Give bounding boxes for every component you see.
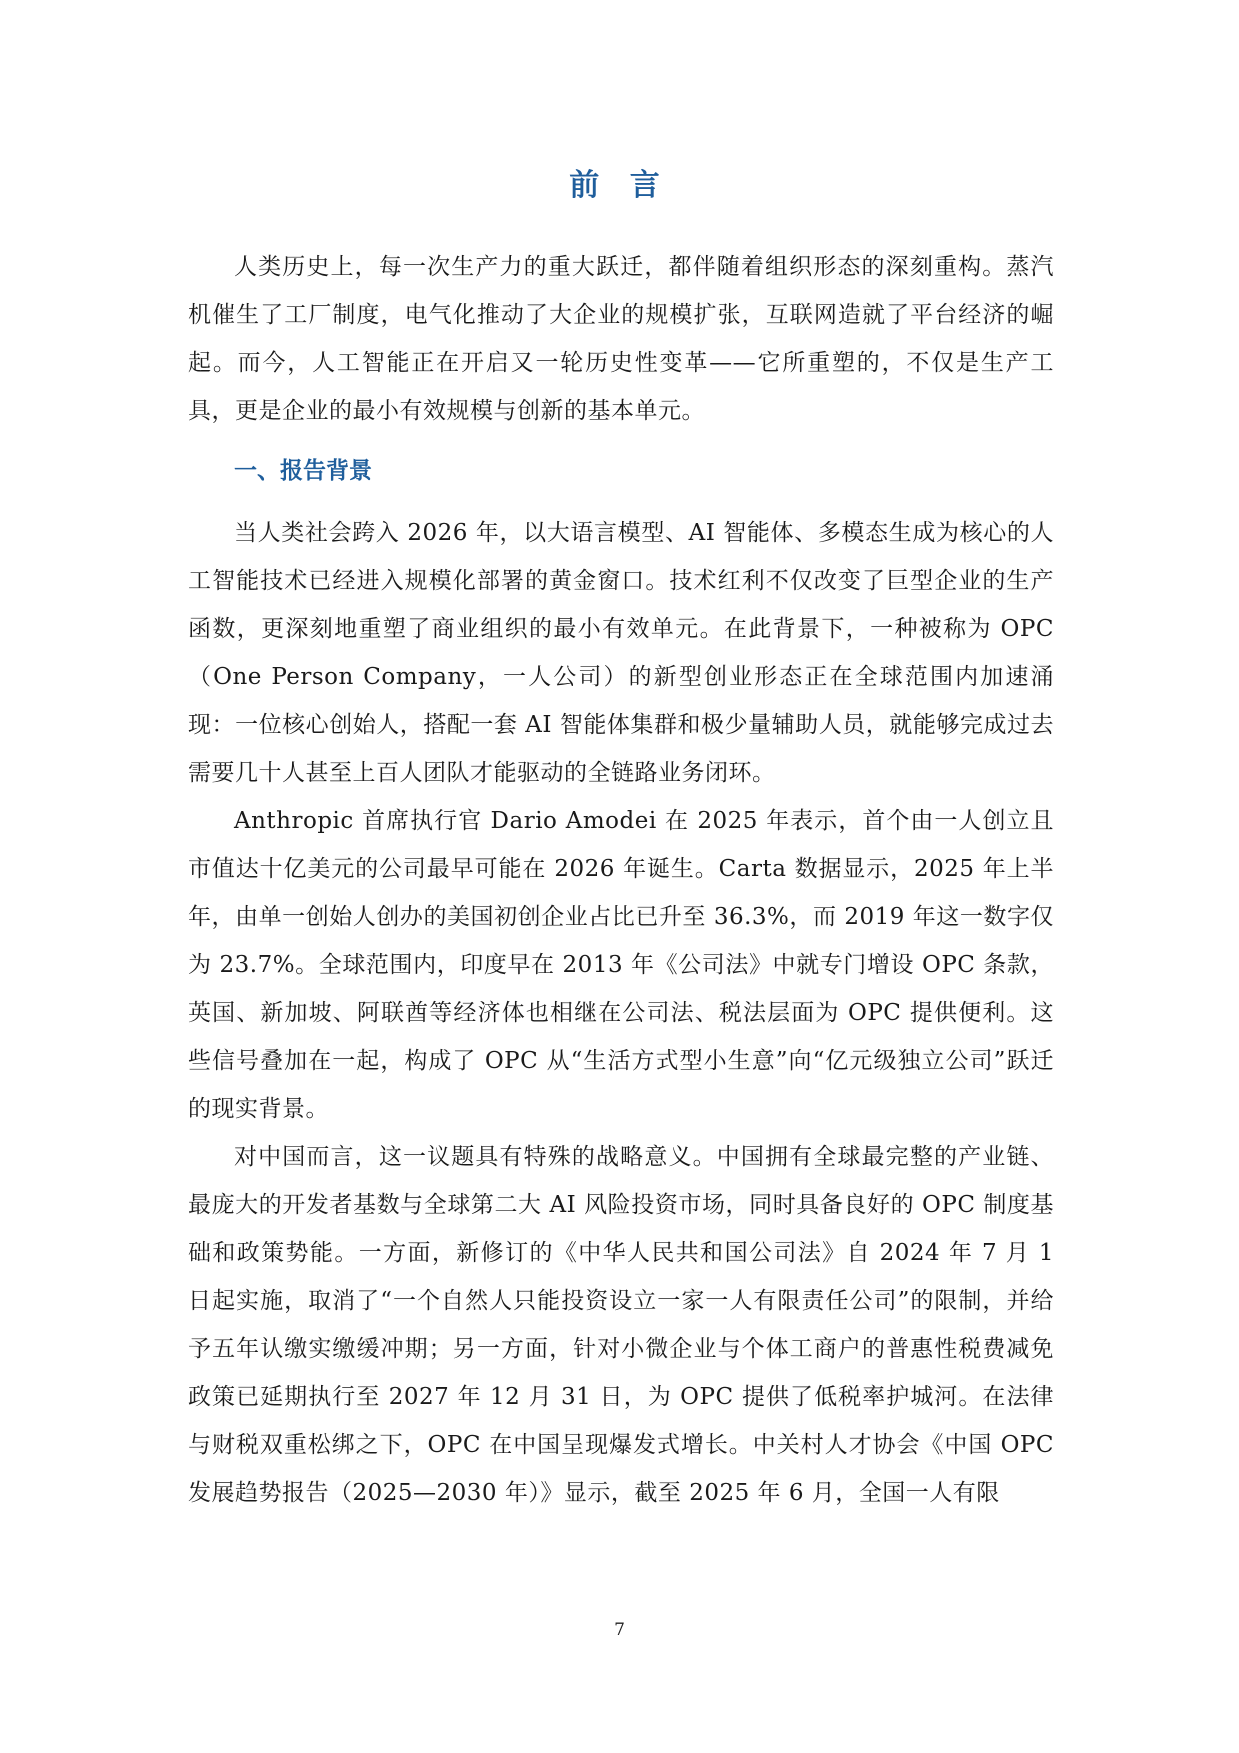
document-body xyxy=(188,243,1054,1517)
body-paragraph: Anthropic 首席执行官 Dario Amodei 在 2025 年表示，首个由一人创立且市值达十亿美元的公司最早可能在 2026 年诞生。Carta 数据显示，2025 年上半年，由单一创始人创办的美国初创企业占比已升至 36.3%，而 2019 年这一数字仅为 23.7%。全球范围内，印度早在 2013 年《公司法》中就专门增设 OPC 条款，英国、新加坡、阿联酋等经济体也相继在公司法、税法层面为 OPC 提供便利。这些信号叠加在一起，构成了 OPC 从“生活方式型小生意”向“亿元级独立公司”跃迁的现实背景。 xyxy=(188,808,1054,1122)
section-heading-report-background: 一、报告背景 xyxy=(234,458,372,484)
body-paragraph: 当人类社会跨入 2026 年，以大语言模型、AI 智能体、多模态生成为核心的人工智能技术已经进入规模化部署的黄金窗口。技术红利不仅改变了巨型企业的生产函数，更深刻地重塑了商业组织的最小有效单元。在此背景下，一种被称为 OPC（One Person Company，一人公司）的新型创业形态正在全球范围内加速涌现：一位核心创始人，搭配一套 AI 智能体集群和极少量辅助人员，就能够完成过去需要几十人甚至上百人团队才能驱动的全链路业务闭环。 xyxy=(188,520,1054,786)
page-number: 7 xyxy=(614,1620,625,1640)
intro-paragraph: 人类历史上，每一次生产力的重大跃迁，都伴随着组织形态的深刻重构。蒸汽机催生了工厂制度，电气化推动了大企业的规模扩张，互联网造就了平台经济的崛起。而今，人工智能正在开启又一轮历史性变革——它所重塑的，不仅是生产工具，更是企业的最小有效规模与创新的基本单元。 xyxy=(188,254,1054,424)
page-title: 前 言 xyxy=(569,168,670,203)
body-paragraph: 对中国而言，这一议题具有特殊的战略意义。中国拥有全球最完整的产业链、最庞大的开发者基数与全球第二大 AI 风险投资市场，同时具备良好的 OPC 制度基础和政策势能。一方面，新修订的《中华人民共和国公司法》自 2024 年 7 月 1 日起实施，取消了“一个自然人只能投资设立一家一人有限责任公司”的限制，并给予五年认缴实缴缓冲期；另一方面，针对小微企业与个体工商户的普惠性税费减免政策已延期执行至 2027 年 12 月 31 日，为 OPC 提供了低税率护城河。在法律与财税双重松绑之下，OPC 在中国呈现爆发式增长。中关村人才协会《中国 OPC 发展趋势报告（2025—2030 年）》显示，截至 2025 年 6 月，全国一人有限 xyxy=(188,1144,1054,1506)
